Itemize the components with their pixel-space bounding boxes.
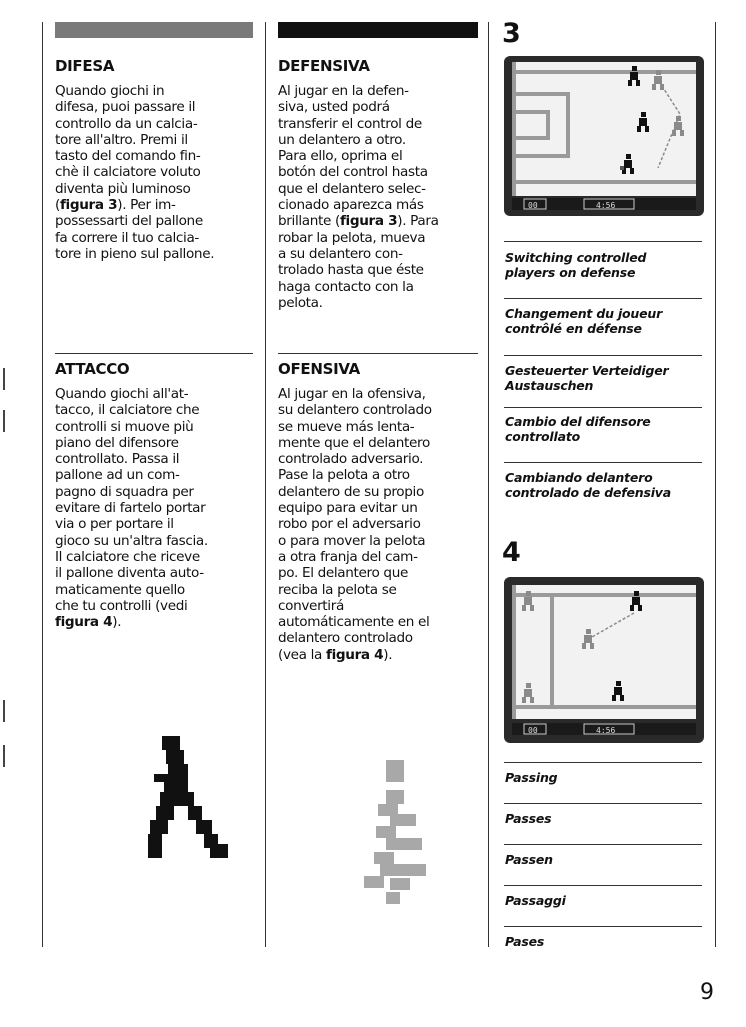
text-line: siva, usted podrá [278, 99, 390, 116]
text-line: haga contacto con la [278, 278, 414, 295]
text-line: che tu controlli (vedi [55, 597, 188, 614]
text-line: pallone ad un com- [55, 467, 180, 484]
text-line: tore all'altro. Premi il [55, 131, 188, 148]
text-line: gioco su un'altra fascia. [55, 532, 208, 549]
header-bar-black [278, 22, 478, 38]
text-line: chè il calciatore voluto [55, 164, 201, 181]
figure-caption: Switching controlled players on defense [505, 250, 647, 280]
caption-rule [504, 926, 702, 927]
text-line: maticamente quello [55, 581, 185, 598]
time-readout: 4:56 [596, 201, 616, 210]
margin-tick [3, 368, 5, 390]
figure-caption: Pases [505, 934, 545, 949]
figure-caption: Changement du joueur contrôlé en défense [505, 306, 663, 336]
figure-caption: Passing [505, 770, 558, 785]
text-line: controlli si muove più [55, 418, 194, 435]
text-line: Al jugar en la ofensiva, [278, 386, 426, 402]
text-line: su delantero controlado [278, 402, 432, 419]
caption-rule [504, 355, 702, 356]
caption-rule [504, 241, 702, 242]
game-screenshot-figure-3 [504, 56, 704, 216]
text-line: controlado adversario. [278, 451, 424, 468]
section-rule [278, 353, 478, 354]
text-line: fa correre il tuo calcia- [55, 229, 199, 246]
heading-attacco: ATTACCO [55, 360, 130, 378]
text-line: (figura 3). Per im- [55, 197, 176, 214]
text-line: (vea la figura 4). [278, 646, 393, 663]
text-line: mente que el delantero [278, 434, 430, 451]
text-line: equipo para evitar un [278, 500, 418, 517]
text-line: delantero de su propio [278, 483, 424, 500]
page-number: 9 [700, 980, 714, 1005]
score-readout: 00 [528, 201, 538, 210]
column-divider-middle [265, 22, 266, 947]
text-line: un delantero a otro. [278, 131, 406, 148]
text-difesa [55, 83, 260, 262]
text-line: Al jugar en la defen- [278, 83, 409, 99]
text-line: a su delantero con- [278, 245, 403, 262]
text-line: controllo da un calcia- [55, 115, 198, 132]
text-line: possessarti del pallone [55, 213, 203, 230]
caption-rule [504, 407, 702, 408]
text-line: Il calciatore che riceve [55, 548, 200, 565]
text-line: Pase la pelota a otro [278, 467, 410, 484]
text-attacco [55, 386, 260, 630]
caption-rule [504, 803, 702, 804]
text-line: evitare di fartelo portar [55, 500, 206, 517]
text-line: cionado aparezca más [278, 197, 424, 214]
text-line: a otra franja del cam- [278, 548, 418, 565]
player-sprite-gray [364, 760, 430, 910]
column-divider-left [42, 22, 43, 947]
text-line: il pallone diventa auto- [55, 565, 204, 582]
text-line: botón del control hasta [278, 164, 428, 181]
figure-caption: Passes [505, 811, 552, 826]
text-line: trolado hasta que éste [278, 262, 424, 279]
game-screenshot-figure-4 [504, 577, 704, 743]
heading-defensiva: DEFENSIVA [278, 57, 370, 75]
text-line: controllato. Passa il [55, 451, 180, 468]
text-line: que el delantero selec- [278, 180, 426, 197]
caption-rule [504, 462, 702, 463]
text-line: difesa, puoi passare il [55, 99, 196, 116]
text-line: Para ello, oprima el [278, 148, 403, 165]
text-line: convertirá [278, 597, 344, 614]
score-readout: 00 [528, 726, 538, 735]
figure-caption: Passaggi [505, 893, 566, 908]
text-line: o para mover la pelota [278, 532, 426, 549]
text-line: diventa più luminoso [55, 180, 191, 197]
figure-caption: Gesteuerter Verteidiger Austauschen [505, 363, 669, 393]
text-line: reciba la pelota se [278, 581, 397, 598]
text-line: transferir el control de [278, 115, 422, 132]
figure-caption: Cambio del difensore controllato [505, 414, 651, 444]
text-ofensiva [278, 386, 483, 663]
text-line: pelota. [278, 294, 323, 311]
text-line: robar la pelota, mueva [278, 229, 426, 246]
text-line: pagno di squadra per [55, 483, 194, 500]
text-line: Quando giochi in [55, 83, 165, 99]
text-line: Quando giochi all'at- [55, 386, 189, 402]
column-divider-right [488, 22, 489, 947]
time-readout: 4:56 [596, 726, 616, 735]
text-line: piano del difensore [55, 434, 179, 451]
text-line: robo por el adversario [278, 516, 421, 533]
caption-rule [504, 762, 702, 763]
column-divider-far-right [715, 22, 716, 947]
text-line: se mueve más lenta- [278, 418, 415, 435]
margin-tick [3, 410, 5, 432]
figure-number-3: 3 [502, 18, 521, 49]
heading-difesa: DIFESA [55, 57, 115, 75]
text-line: automáticamente en el [278, 614, 430, 631]
figure-number-4: 4 [502, 537, 521, 568]
text-line: po. El delantero que [278, 565, 408, 582]
text-line: delantero controlado [278, 630, 413, 647]
text-line: tore in pieno sul pallone. [55, 245, 215, 262]
margin-tick [3, 700, 5, 722]
figure-caption: Cambiando delantero controlado de defensiva [505, 470, 671, 500]
header-bar-gray [55, 22, 253, 38]
player-sprite-black [148, 736, 230, 860]
section-rule [55, 353, 253, 354]
text-line: figura 4). [55, 614, 122, 631]
caption-rule [504, 844, 702, 845]
text-line: via o per portare il [55, 516, 174, 533]
margin-tick [3, 745, 5, 767]
text-line: brillante (figura 3). Para [278, 213, 439, 230]
heading-ofensiva: OFENSIVA [278, 360, 360, 378]
text-line: tasto del comando fin- [55, 148, 201, 165]
caption-rule [504, 885, 702, 886]
figure-caption: Passen [505, 852, 553, 867]
text-defensiva [278, 83, 483, 311]
caption-rule [504, 298, 702, 299]
text-line: tacco, il calciatore che [55, 402, 200, 419]
